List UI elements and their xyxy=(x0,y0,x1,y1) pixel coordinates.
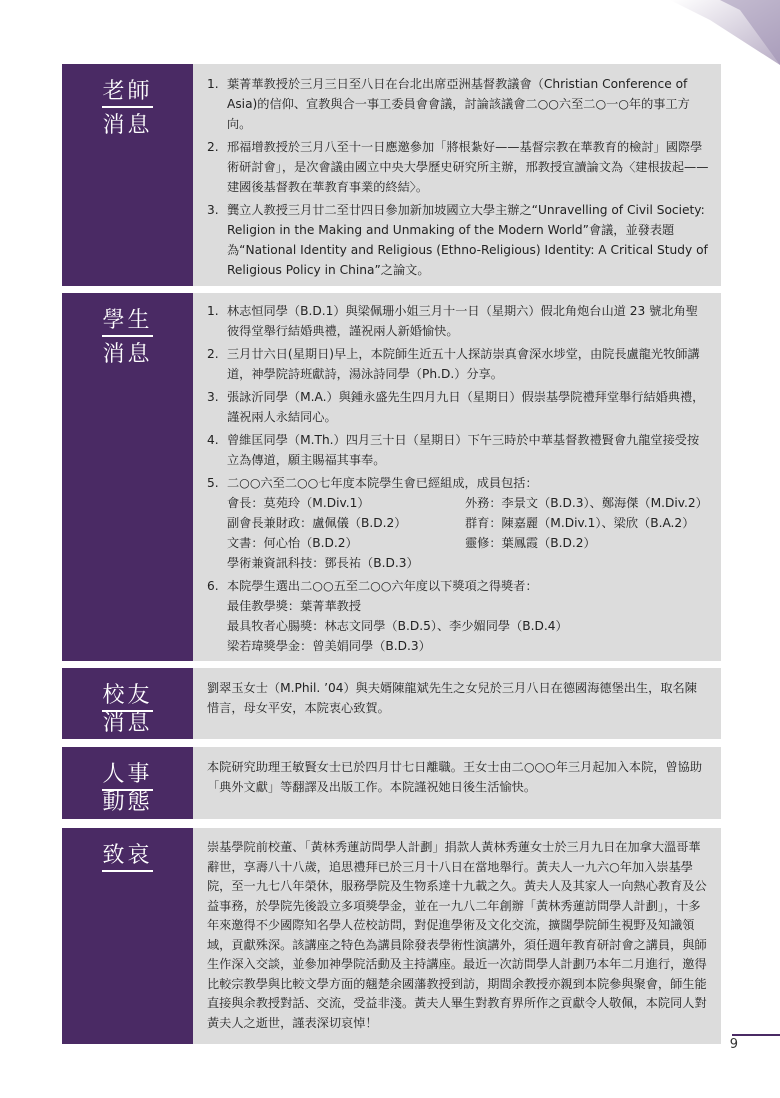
label-title-top: 學生 xyxy=(102,303,152,337)
section-content xyxy=(193,747,721,819)
alumni-news-section xyxy=(62,668,721,739)
award-line: 梁若瑋獎學金：曾美娟同學（B.D.3） xyxy=(227,639,431,653)
list-item: 2. 三月廿六日(星期日)早上，本院師生近五十人探訪崇真會深水埗堂，由院長盧龍光牧師講道，神學院詩班獻詩，湯泳詩同學（Ph.D.）分享。 xyxy=(207,347,700,381)
label-title-top: 老師 xyxy=(102,74,152,108)
paragraph: 崇基學院前校董、「黃林秀蓮訪問學人計劃」捐款人黃林秀蓮女士於三月九日在加拿大溫哥華辭世，享壽八十八歲，追思禮拜已於三月十八日在當地舉行。黃夫人一九六○年加入崇基學院，至一九七八年榮休，服務學院及生物系達十九載之久。黃夫人及其家人一向熱心教育及公益事務，於學院先後設立多項獎學金，並在一九八二年創辦「黃林秀蓮訪問學人計劃」，十多年來邀得不少國際知名學人莅校訪問，對促進學術及文化交流，擴闊學院師生視野及知識領域，貢獻殊深。該講座之特色為講員除發表學術性演講外，須任週年教育研討會之講員，與師生作深入交談，並參加神學院活動及主持講座。最近一次訪問學人計劃乃本年二月進行，邀得比較宗教學與比較文學方面的翹楚余國藩教授到訪，期間余教授亦親到本院參與聚會，師生能直接與余教授對話、交流，受益非淺。黃夫人畢生對教育界所作之貢獻令人敬佩，本院同人對黃夫人之逝世，謹表深切哀悼！ xyxy=(207,840,707,1030)
council-row: 副會長兼財政：盧佩儀（B.D.2） 群育：陳嘉麗（M.Div.1）、梁欣（B.A.2） xyxy=(227,516,695,530)
section-label xyxy=(62,64,193,286)
section-content xyxy=(193,293,721,661)
label-title-bottom: 消息 xyxy=(102,113,153,138)
condolence-section xyxy=(62,828,721,1044)
council-row: 會長：莫苑玲（M.Div.1） 外務：李景文（B.D.3）、鄭海傑（M.Div.2） xyxy=(227,496,708,510)
list-item: 6. 本院學生選出二○○五至二○○六年度以下獎項之得獎者： 最佳教學獎：葉菁華教授 最具牧者心腸獎：林志文同學（B.D.5）、李少媚同學（B.D.4） 梁若瑋獎學金：曾美娟同學（B.D.3） xyxy=(207,576,709,656)
list-item: 2. 邢福增教授於三月八至十一日應邀參加「將根紮好——基督宗教在華教育的檢討」國際學術研討會」，是次會議由國立中央大學歷史研究所主辦，邢教授宣讀論文為〈建根拔起——建國後基督教在華教育事業的終結〉。 xyxy=(207,140,709,194)
section-label xyxy=(62,668,193,739)
label-title-bottom: 消息 xyxy=(102,342,153,367)
personnel-news-section xyxy=(62,747,721,819)
award-line: 最具牧者心腸獎：林志文同學（B.D.5）、李少媚同學（B.D.4） xyxy=(227,619,568,633)
paragraph: 劉翠玉女士（M.Phil. ’04）與夫婿陳龍斌先生之女兒於三月八日在德國海德堡出生，取名陳惜言，母女平安，本院衷心致賀。 xyxy=(207,681,697,715)
paragraph: 本院研究助理王敏賢女士已於四月廿七日離職。王女士由二○○○年三月起加入本院，曾協助「典外文獻」等翻譯及出版工作。本院謹祝她日後生活愉快。 xyxy=(207,760,703,794)
section-label xyxy=(62,828,193,1044)
section-label xyxy=(62,293,193,661)
label-title-top: 人事 xyxy=(102,757,152,791)
section-content xyxy=(193,828,721,1044)
label-title-top: 致哀 xyxy=(102,838,152,872)
list-item: 1. 葉菁華教授於三月三日至八日在台北出席亞洲基督教議會（Christian Conference of Asia)的信仰、宣教與合一事工委員會會議，討論該議會二○○六至二○一○年的事工方向。 xyxy=(207,77,690,131)
label-title-top: 校友 xyxy=(102,678,152,712)
page-number-rule xyxy=(732,1034,780,1036)
council-row: 文書：何心怡（B.D.2） 靈修：葉鳳霞（B.D.2） xyxy=(227,536,596,550)
council-row: 學術兼資訊科技：鄧長祐（B.D.3） xyxy=(227,556,419,570)
section-label xyxy=(62,747,193,819)
page-number: 9 xyxy=(729,1037,738,1052)
list-item: 4. 曾維匡同學（M.Th.）四月三十日（星期日）下午三時於中華基督教禮賢會九龍堂接受按立為傳道，願主賜福其事奉。 xyxy=(207,433,700,467)
section-content xyxy=(193,64,721,286)
list-item: 1. 林志恒同學（B.D.1）與梁佩珊小姐三月十一日（星期六）假北角炮台山道 23 號北角聖彼得堂舉行結婚典禮，謹祝兩人新婚愉快。 xyxy=(207,304,698,338)
list-item: 3. 龔立人教授三月廿二至廿四日參加新加坡國立大學主辦之“Unravelling of Civil Society: Religion in the Making and Unmaking of the Modern World”會議，並發表題為“National Identity and Religious (Ethno-Religious) Identity: A Critical Study of Religious Policy in China”之論文。 xyxy=(207,203,708,277)
list-item: 5. 二○○六至二○○七年度本院學生會已經組成，成員包括： 會長：莫苑玲（M.Div.1） 外務：李景文（B.D.3）、鄭海傑（M.Div.2） 副會長兼財政：盧佩儀（B.D.2） 群育：陳嘉麗（M.Div.1）、梁欣（B.A.2） 文書：何心怡（B.D.2） 靈修：葉鳳霞（B.D.2） 學術兼資訊科技：鄧長祐（B.D.3） xyxy=(207,473,709,573)
teacher-news-section xyxy=(62,64,721,286)
label-title-bottom: 動態 xyxy=(102,790,153,815)
student-news-section xyxy=(62,293,721,661)
section-content xyxy=(193,668,721,739)
label-title-bottom: 消息 xyxy=(102,711,153,736)
award-line: 最佳教學獎：葉菁華教授 xyxy=(227,599,362,613)
list-item: 3. 張詠沂同學（M.A.）與鍾永盛先生四月九日（星期日）假崇基學院禮拜堂舉行結婚典禮，謹祝兩人永結同心。 xyxy=(207,390,705,424)
corner-decoration xyxy=(670,0,780,65)
